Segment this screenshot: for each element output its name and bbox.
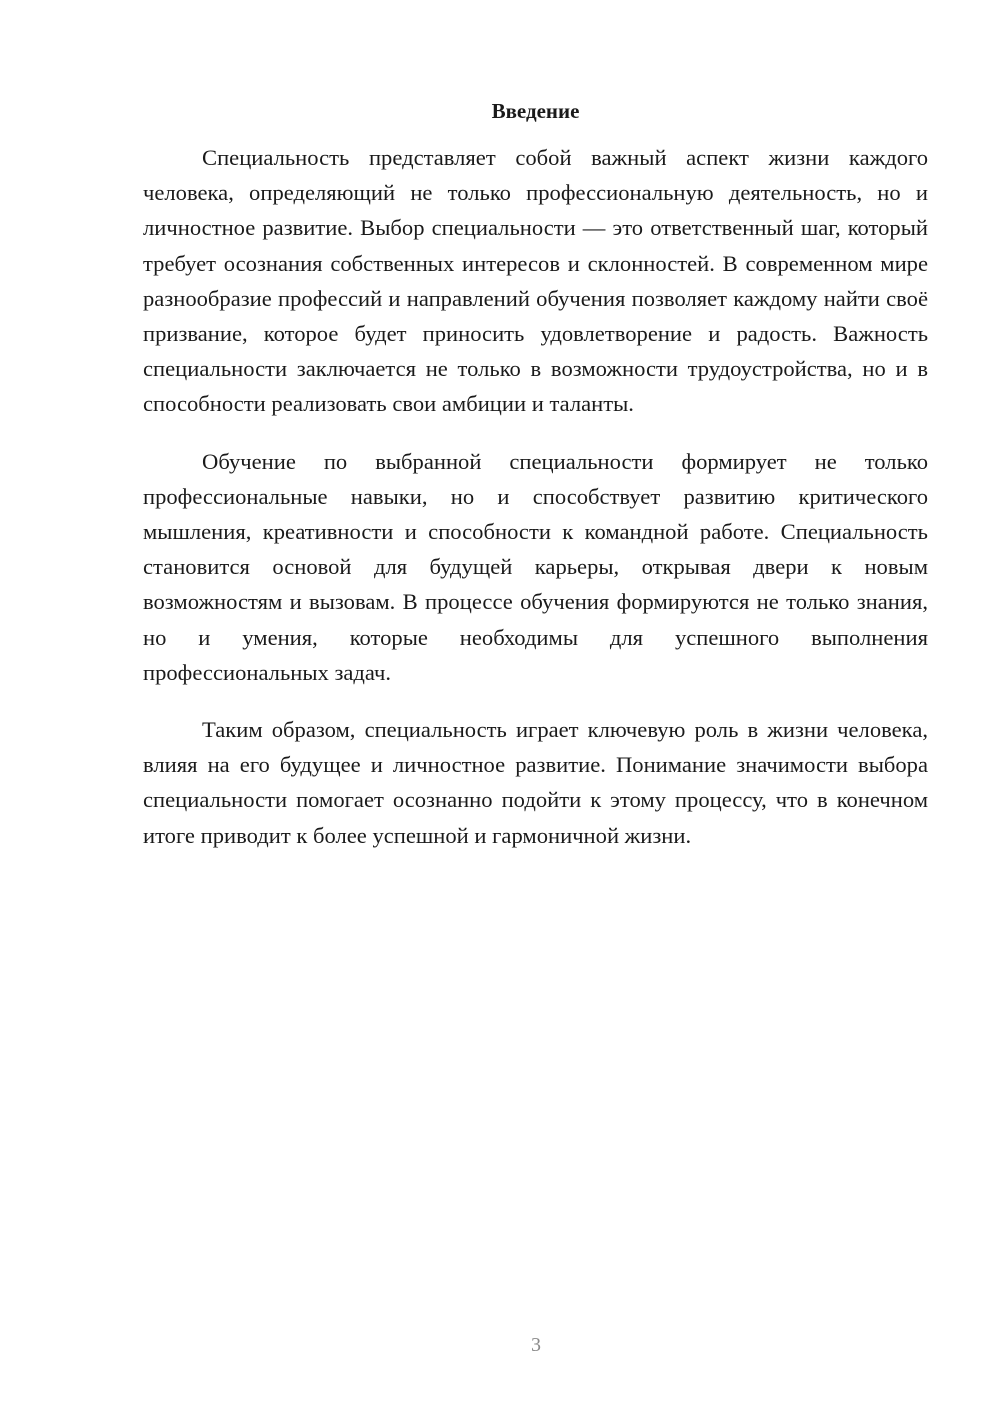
paragraph-2: Обучение по выбранной специальности формирует не только профессиональные навыки, но и способствует развитию критического мышления, креативности и способности к командной работе. Специальность становится основой для будущей карьеры, открывая двери к новым возможностям и вызовам. В процессе обучения формируются не только знания, но и умения, которые необходимы для успешного выполнения профессиональных задач. bbox=[143, 448, 928, 685]
paragraph-3: Таким образом, специальность играет ключевую роль в жизни человека, влияя на его будущее и личностное развитие. Понимание значимости выбора специальности помогает осознанно подойти к этому процессу, что в конечном итоге приводит к более успешной и гармоничной жизни. bbox=[143, 717, 928, 848]
paragraph-1: Специальность представляет собой важный аспект жизни каждого человека, определяющий не только профессиональную деятельность, но и личностное развитие. Выбор специальности — это ответственный шаг, который требует осознания собственных интересов и склонностей. В современном мире разнообразие профессий и направлений обучения позволяет каждому найти своё призвание, которое будет приносить удовлетворение и радость. Важность специальности заключается не только в возможности трудоустройства, но и в способности реализовать свои амбиции и таланты. bbox=[143, 145, 928, 417]
document-page bbox=[143, 96, 928, 875]
page-number: 3 bbox=[531, 1334, 541, 1356]
section-title: Введение bbox=[491, 99, 580, 123]
